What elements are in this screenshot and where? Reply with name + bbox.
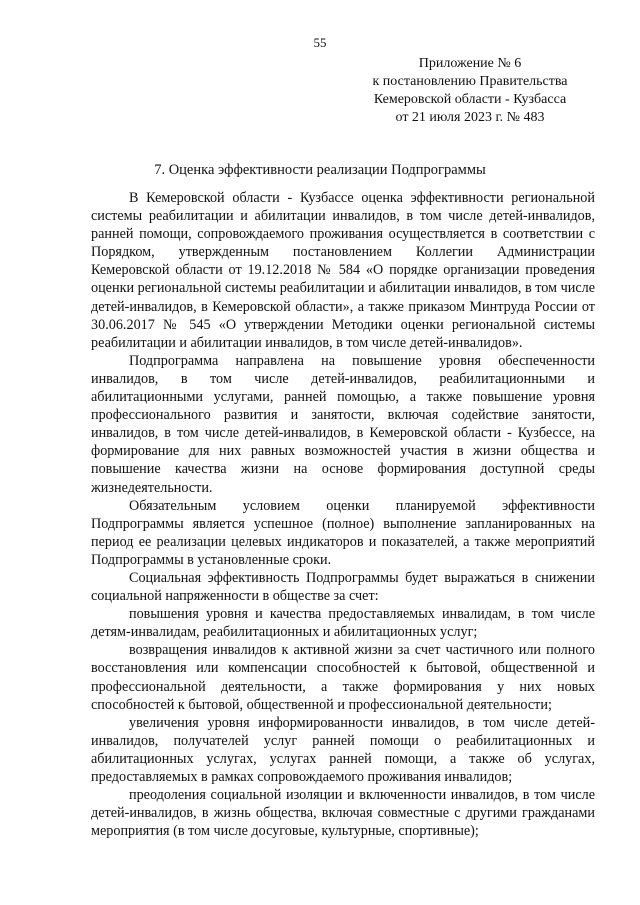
appendix-line-4: от 21 июля 2023 г. № 483: [395, 110, 545, 125]
section-title: 7. Оценка эффективности реализации Подпрограммы: [154, 162, 486, 178]
list-item: преодоления социальной изоляции и включенности инвалидов, в том числе детей-инвалидов, в жизнь общества, включая совместные с другими гражданами мероприятия (в том числе досуговые, культурные, спортивные);: [91, 787, 595, 840]
page-number: 55: [313, 35, 327, 50]
appendix-line-3: Кемеровской области - Кузбасса: [373, 92, 567, 107]
appendix-line-1: Приложение № 6: [418, 56, 522, 71]
paragraph: Подпрограмма направлена на повышение уровня обеспеченности инвалидов, в том числе детей-инвалидов, реабилитационными и абилитационными услугами, ранней помощью, а также повышение уровня профессионального развития и занятости, включая содействие занятости, инвалидов, в том числе детей-инвалидов, в Кемеровской области - Кузбессе, на формирование для них равных возможностей участия в жизни общества и повышение качества жизни на основе формирования доступной среды жизнедеятельности.: [91, 352, 595, 496]
paragraph: В Кемеровской области - Кузбассе оценка эффективности региональной системы реабилитации и абилитации инвалидов, в том числе детей-инвалидов, ранней помощи, сопровождаемого проживания осуществляется в соответствии с Порядком, утвержденным постановлением Коллегии Администрации Кемеровской области от 19.12.2018 № 584 «О порядке организации проведения оценки региональной системы реабилитации и абилитации инвалидов, в том числе детей-инвалидов, в Кемеровской области», а также приказом Минтруда России от 30.06.2017 № 545 «О утверждении Методики оценки региональной системы реабилитации и абилитации инвалидов, в том числе детей-инвалидов».: [91, 190, 595, 351]
list-item: повышения уровня и качества предоставляемых инвалидам, в том числе детям-инвалидам, реабилитационных и абилитационных услуг;: [91, 606, 595, 641]
paragraph: Социальная эффективность Подпрограммы будет выражаться в снижении социальной напряженности в обществе за счет:: [91, 569, 595, 605]
list-item: возвращения инвалидов к активной жизни за счет частичного или полного восстановления или компенсации способностей к бытовой, общественной и профессиональной деятельности, а также формирования у них новых способностей к бытовой, общественной и профессиональной деятельности;: [91, 642, 595, 713]
appendix-header: [350, 55, 590, 127]
paragraph: Обязательным условием оценки планируемой эффективности Подпрограммы является успешное (полное) выполнение запланированных на период ее реализации целевых индикаторов и показателей, а также мероприятий Подпрограммы в установленные сроки.: [91, 497, 595, 568]
list-item: увеличения уровня информированности инвалидов, в том числе детей-инвалидов, получателей услуг ранней помощи о реабилитационных и абилитационных услугах, услугах ранней помощи, а также об услугах, предоставляемых в рамках сопровождаемого проживания инвалидов;: [91, 714, 595, 785]
body-text: [91, 189, 595, 840]
appendix-line-2: к постановлению Правительства: [372, 74, 568, 89]
